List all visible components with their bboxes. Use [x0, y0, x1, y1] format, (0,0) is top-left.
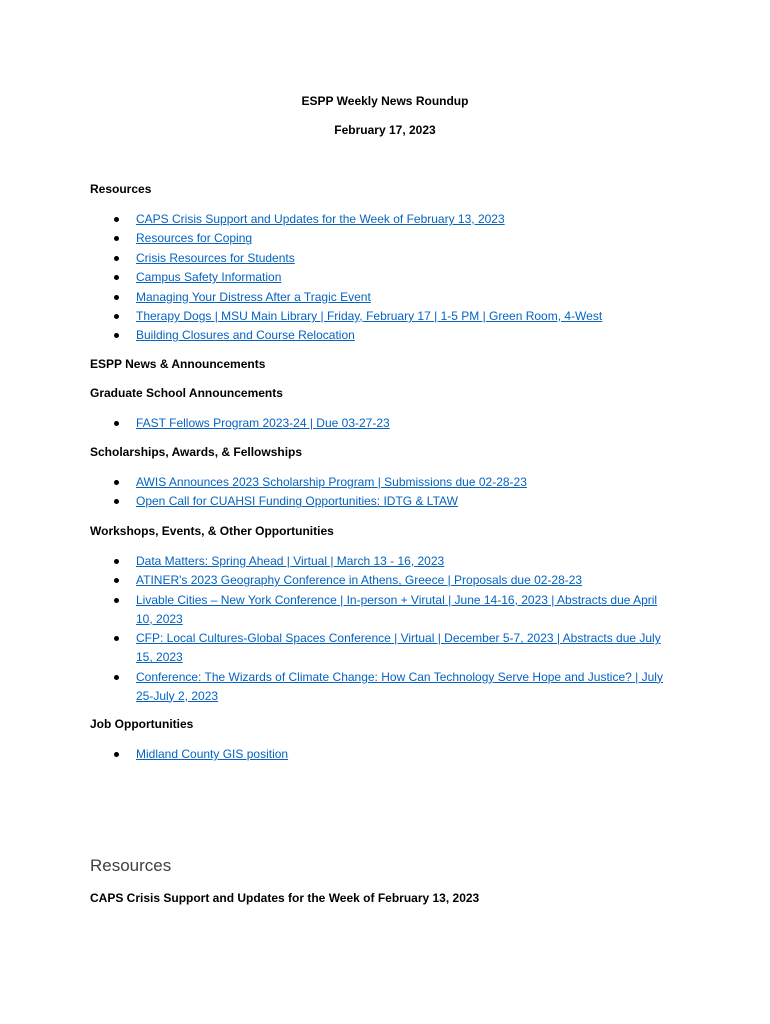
workshops-list — [0, 552, 666, 706]
grad-school-list — [0, 414, 666, 433]
resource-link-safety[interactable]: Campus Safety Information — [136, 270, 282, 285]
workshop-link-wizards-climate[interactable]: Conference: The Wizards of Climate Change: How Can Technology Serve Hope and Justice? | July 25-July 2, 2023 — [136, 669, 663, 703]
job-link-midland-gis[interactable]: Midland County GIS position — [136, 747, 289, 761]
list-item — [0, 268, 666, 287]
document-title: ESPP Weekly News Roundup — [301, 94, 469, 108]
document-date: February 17, 2023 — [334, 123, 436, 137]
bullet-icon — [114, 499, 119, 504]
resources-heading: Resources — [90, 182, 152, 196]
bullet-icon — [114, 578, 119, 583]
bullet-icon — [114, 636, 119, 641]
bullet-icon — [114, 480, 119, 485]
resource-link-crisis[interactable]: Crisis Resources for Students — [136, 250, 295, 265]
bullet-icon — [114, 333, 119, 338]
bullet-icon — [114, 752, 119, 757]
resource-link-closures[interactable]: Building Closures and Course Relocation — [136, 328, 355, 343]
list-item — [0, 307, 666, 326]
bullet-icon — [114, 256, 119, 261]
list-item — [0, 745, 666, 764]
bullet-icon — [114, 217, 119, 222]
resources-list — [0, 210, 666, 346]
scholarship-link-cuahsi[interactable]: Open Call for CUAHSI Funding Opportunities: IDTG & LTAW — [136, 494, 458, 509]
bullet-icon — [114, 236, 119, 241]
bullet-icon — [114, 559, 119, 564]
workshop-link-cfp-local-cultures[interactable]: CFP: Local Cultures-Global Spaces Conference | Virtual | December 5-7, 2023 | Abstracts due July 15, 2023 — [136, 631, 661, 665]
scholarships-heading: Scholarships, Awards, & Fellowships — [90, 445, 303, 459]
grad-school-heading: Graduate School Announcements — [90, 386, 283, 400]
workshop-link-livable-cities[interactable]: Livable Cities – New York Conference | In-person + Virutal | June 14-16, 2023 | Abstracts due April 10, 2023 — [136, 592, 658, 626]
scholarship-link-awis[interactable]: AWIS Announces 2023 Scholarship Program | Submissions due 02-28-23 — [136, 475, 527, 489]
list-item — [0, 288, 666, 307]
scholarships-list — [0, 473, 666, 512]
resource-link-therapy-dogs[interactable]: Therapy Dogs | MSU Main Library | Friday, February 17 | 1-5 PM | Green Room, 4-West — [136, 308, 603, 323]
list-item — [0, 668, 666, 706]
resource-link-coping[interactable]: Resources for Coping — [136, 231, 253, 246]
bullet-icon — [114, 275, 119, 280]
resource-link-distress[interactable]: Managing Your Distress After a Tragic Event — [136, 289, 371, 304]
bullet-icon — [114, 314, 119, 319]
workshop-link-data-matters[interactable]: Data Matters: Spring Ahead | Virtual | March 13 - 16, 2023 — [136, 554, 445, 568]
jobs-list — [0, 745, 666, 764]
list-item — [0, 571, 666, 590]
list-item — [0, 629, 666, 667]
list-item — [0, 229, 666, 248]
workshops-heading: Workshops, Events, & Other Opportunities — [90, 524, 334, 538]
list-item — [0, 473, 666, 492]
list-item — [0, 414, 666, 433]
list-item — [0, 552, 666, 571]
list-item — [0, 591, 666, 629]
detail-resources-heading: Resources — [90, 856, 172, 875]
espp-news-heading: ESPP News & Announcements — [90, 357, 266, 371]
bullet-icon — [114, 295, 119, 300]
jobs-heading: Job Opportunities — [90, 717, 194, 731]
workshop-link-atiner[interactable]: ATINER's 2023 Geography Conference in Athens, Greece | Proposals due 02-28-23 — [136, 573, 583, 588]
resource-link-caps[interactable]: CAPS Crisis Support and Updates for the Week of February 13, 2023 — [136, 212, 505, 226]
bullet-icon — [114, 675, 119, 680]
list-item — [0, 210, 666, 229]
bullet-icon — [114, 598, 119, 603]
list-item — [0, 492, 666, 511]
bullet-icon — [114, 421, 119, 426]
list-item — [0, 249, 666, 268]
list-item — [0, 326, 666, 345]
detail-caps-subheading: CAPS Crisis Support and Updates for the Week of February 13, 2023 — [90, 891, 480, 905]
grad-link-fast-fellows[interactable]: FAST Fellows Program 2023-24 | Due 03-27-23 — [136, 416, 390, 430]
